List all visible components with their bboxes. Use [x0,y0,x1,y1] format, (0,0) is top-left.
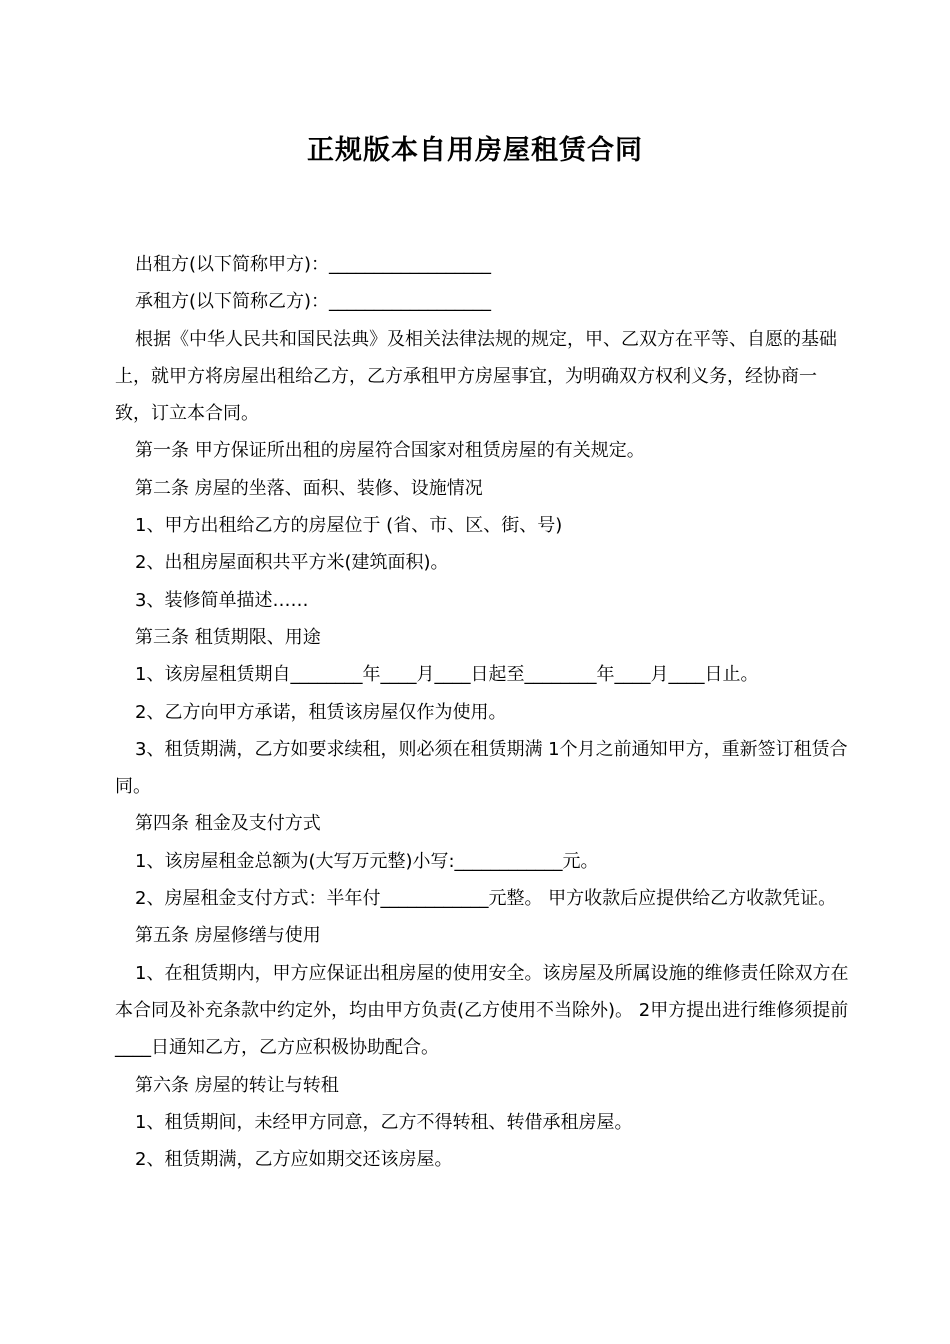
article-4-item-2: 2、房屋租金支付方式：半年付____________元整。 甲方收款后应提供给乙方收款凭证。 [135,888,837,910]
preamble-paragraph: 根据《中华人民共和国民法典》及相关法律法规的规定，甲、乙双方在平等、自愿的基础上，就甲方将房屋出租给乙方，乙方承租甲方房屋事宜，为明确双方权利义务，经协商一致，订立本合同。 [115,328,837,425]
document-body [115,246,850,1178]
article-3-item-1: 1、该房屋租赁期自________年____月____日起至________年____月____日止。 [135,664,759,686]
article-6-item-2: 2、租赁期满，乙方应如期交还该房屋。 [135,1149,453,1171]
article-3-item-2: 2、乙方向甲方承诺，租赁该房屋仅作为使用。 [135,701,507,723]
lessee-line: 承租方(以下简称乙方)：__________________ [135,291,492,313]
article-2-item-2: 2、出租房屋面积共平方米(建筑面积)。 [135,552,449,574]
article-5-item-1: 1、在租赁期内，甲方应保证出租房屋的使用安全。该房屋及所属设施的维修责任除双方在本合同及补充条款中约定外，均由甲方负责(乙方使用不当除外)。 2甲方提出进行维修须提前____日通知乙方，乙方应积极协助配合。 [115,962,849,1059]
article-6-item-1: 1、租赁期间，未经甲方同意，乙方不得转租、转借承租房屋。 [135,1111,633,1133]
article-3-item-3: 3、租赁期满，乙方如要求续租，则必须在租赁期满 1个月之前通知甲方，重新签订租赁合同。 [115,738,848,798]
article-1: 第一条 甲方保证所出租的房屋符合国家对租赁房屋的有关规定。 [135,440,645,462]
article-2-heading: 第二条 房屋的坐落、面积、装修、设施情况 [135,477,483,499]
article-6-heading: 第六条 房屋的转让与转租 [135,1074,339,1096]
article-3-heading: 第三条 租赁期限、用途 [135,626,321,648]
article-2-item-1: 1、甲方出租给乙方的房屋位于 (省、市、区、街、号) [135,515,563,537]
article-4-heading: 第四条 租金及支付方式 [135,813,321,835]
article-5-heading: 第五条 房屋修缮与使用 [135,925,321,947]
article-2-item-3: 3、装修简单描述…… [135,589,309,611]
article-4-item-1: 1、该房屋租金总额为(大写万元整)小写:____________元。 [135,850,599,872]
document-title: 正规版本自用房屋租赁合同 [307,135,643,166]
lessor-line: 出租方(以下简称甲方)：__________________ [135,254,492,275]
